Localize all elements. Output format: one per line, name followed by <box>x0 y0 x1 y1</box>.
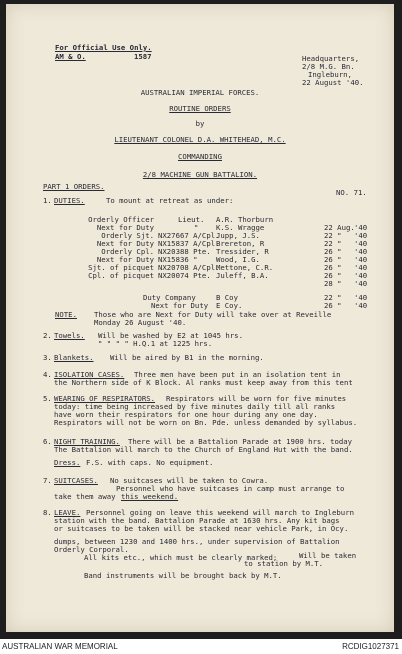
item-number: 6. <box>43 437 52 446</box>
item-number: 7. <box>43 476 52 485</box>
dress-heading: Dress. <box>54 458 81 467</box>
title-commander: LIEUTENANT COLONEL D.A. WHITEHEAD, M.C. <box>114 135 286 144</box>
leave-line: All kits etc., which must be clearly marked; <box>84 553 278 562</box>
night-training-line: The Battalion will march to the Church of England Hut with the band. <box>54 445 353 454</box>
item-number: 4. <box>43 370 52 379</box>
title-routine-orders: ROUTINE ORDERS <box>169 104 231 113</box>
item-number: 3. <box>43 353 52 362</box>
item-number: 8. <box>43 508 52 517</box>
leave-line: Personnel going on leave this weekend will march to Ingleburn <box>86 508 354 517</box>
leave-heading: LEAVE. <box>54 508 81 517</box>
suitcases-line: take them away <box>54 492 116 501</box>
title-battalion: 2/8 MACHINE GUN BATTALION. <box>142 170 258 179</box>
suitcases-line: Personnel who have suitcases in camp must arrange to <box>116 484 345 493</box>
document-date: 22 August '40. <box>302 78 364 87</box>
item-number: 2. <box>43 331 52 340</box>
duties-heading: DUTIES. <box>54 196 85 205</box>
item-number: 1. <box>43 196 52 205</box>
hq-unit: 2/8 M.G. Bn. <box>302 62 355 71</box>
leave-line: Band instruments will be brought back by M.T. <box>84 571 282 580</box>
blankets-heading: Blankets. <box>54 353 94 362</box>
order-number: NO. 71. <box>336 188 367 197</box>
leave-line: dumps, between 1230 and 1400 hrs., under supervision of Battalion <box>54 537 340 546</box>
isolation-line: Three men have been put in an isolation tent in <box>134 370 341 379</box>
respirators-line: Respirators will not be worn on Bn. Pde. unless demanded by syllabus. <box>54 418 358 427</box>
blankets-line: Will be aired by B1 in the morning. <box>110 353 264 362</box>
document-page: For Official Use Only. AM & O. 1587 Headquarters, 2/8 M.G. Bn. Ingleburn, 22 August '40. AUSTRALIAN IMPERIAL FORCES. ROUTINE ORDERS by LIEUTENANT COLONEL D.A. WHITEHEAD, M.C. COMMANDING 2/8 MACHINE GUN BATTALION. PART 1 ORDERS. NO. 71. 1. DUTIES. To mount at retreat as under: Orderly Officer Lieut. A.R. Thorburn Next for Duty " K.S. Wragge 22 Aug. '40 Orderly Sjt. NX27667 A/Cpl. Jupp, J.S. 22 " '40 Next for Duty NX15837 A/Cpl. Brereton, R 22 " '40 Orderly Cpl. NX20388 Pte. Tressider, R 26 " '40 Next for Duty NX15836 " Wood, I.G. 26 " '40 Sjt. of picquet NX20708 A/Cpl. Mettone, C.R. 26 " '40 Cpl. of picquet NX20074 Pte. Juleff, B.A. 26 " '40 28 " '40 Duty Company B Coy 22 " '40 Next for Duty E Coy. 26 " '40 NOTE. Those who are Next for Duty will take over at Reveille Monday 26 August '40. 2. Towels. Will be washed by E2 at 1045 hrs. " " " " H.Q.1 at 1225 hrs. 3. Blankets. Will be aired by B1 in the morning. 4. ISOLATION CASES. Three men have been put in an isolation tent in the Northern side of K Block. Al ranks must keep away from this tent 5. WEARING OF RESPIRATORS. Respirators will be worn for five minutes today: time being increased by five minutes daily till all ranks have worn their respirators for one hour during any one day. Respirators will not be worn on Bn. Pde. unless demanded by syllabus. 6. NIGHT TRAINING. There will be a Battalion Parade at 1900 hrs. today The Battalion will march to the Church of England Hut with the band. Dress. F.S. with caps. No equipment. 7. SUITCASES. No suitcases will be taken to Cowra. Personnel who have suitcases in camp must arrange to take them away this weekend. 8. LEAVE. Personnel going on leave this weekend will march to Ingleburn station with the band. Battalion Parade at 1630 hrs. Any kit bags or suitcases to be taken will be stacked near vehicle Park, in Ocy. dumps, between 1230 and 1400 hrs., under supervision of Battalion Orderly Corporal. Will be taken All kits etc., which must be clearly marked; to station by M.T. Band instruments will be brought back by M.T. <box>6 4 394 632</box>
archive-name: AUSTRALIAN WAR MEMORIAL <box>2 642 118 651</box>
respirators-line: Respirators will be worn for five minutes <box>166 394 347 403</box>
respirators-line: have worn their respirators for one hour during any one day. <box>54 410 318 419</box>
towels-line: Will be washed by E2 at 1045 hrs. <box>98 331 243 340</box>
hq-place: Ingleburn, <box>308 70 352 79</box>
night-training-line: There will be a Battalion Parade at 1900 hrs. today <box>128 437 353 446</box>
duties-intro: To mount at retreat as under: <box>106 196 234 205</box>
note-line: Monday 26 August '40. <box>94 318 187 327</box>
title-forces: AUSTRALIAN IMPERIAL FORCES. <box>140 88 260 97</box>
dress-line: F.S. with caps. No equipment. <box>86 458 214 467</box>
suitcases-weekend: this weekend. <box>121 492 179 501</box>
respirators-heading: WEARING OF RESPIRATORS. <box>54 394 156 403</box>
archive-footer <box>0 639 402 654</box>
suitcases-line: No suitcases will be taken to Cowra. <box>110 476 269 485</box>
leave-line: Will be taken <box>299 551 357 560</box>
towels-heading: Towels. <box>54 331 85 340</box>
note-line: Those who are Next for Duty will take over at Reveille <box>94 310 332 319</box>
leave-line: station with the band. Battalion Parade at 1630 hrs. Any kit bags <box>54 516 340 525</box>
towels-line: " " " " H.Q.1 at 1225 hrs. <box>98 339 213 348</box>
reference-code: AM & O. <box>55 52 86 61</box>
isolation-heading: ISOLATION CASES. <box>54 370 125 379</box>
leave-line: Orderly Corporal. <box>54 545 129 554</box>
leave-line: to station by M.T. <box>244 559 324 568</box>
archive-id: RCDIG1027371 <box>342 642 399 651</box>
title-by: by <box>195 119 205 128</box>
leave-line: or suitcases to be taken will be stacked near vehicle Park, in Ocy. <box>54 524 349 533</box>
respirators-line: today: time being increased by five minutes daily till all ranks <box>54 402 336 411</box>
isolation-line: the Northern side of K Block. Al ranks must keep away from this tent <box>54 378 353 387</box>
official-use-label: For Official Use Only. <box>55 43 152 52</box>
night-training-heading: NIGHT TRAINING. <box>54 437 120 446</box>
suitcases-heading: SUITCASES. <box>54 476 98 485</box>
item-number: 5. <box>43 394 52 403</box>
reference-number: 1587 <box>134 52 152 61</box>
part-heading: PART 1 ORDERS. <box>43 182 105 191</box>
hq-label: Headquarters, <box>302 54 360 63</box>
note-heading: NOTE. <box>55 310 77 319</box>
title-commanding: COMMANDING <box>178 152 222 161</box>
